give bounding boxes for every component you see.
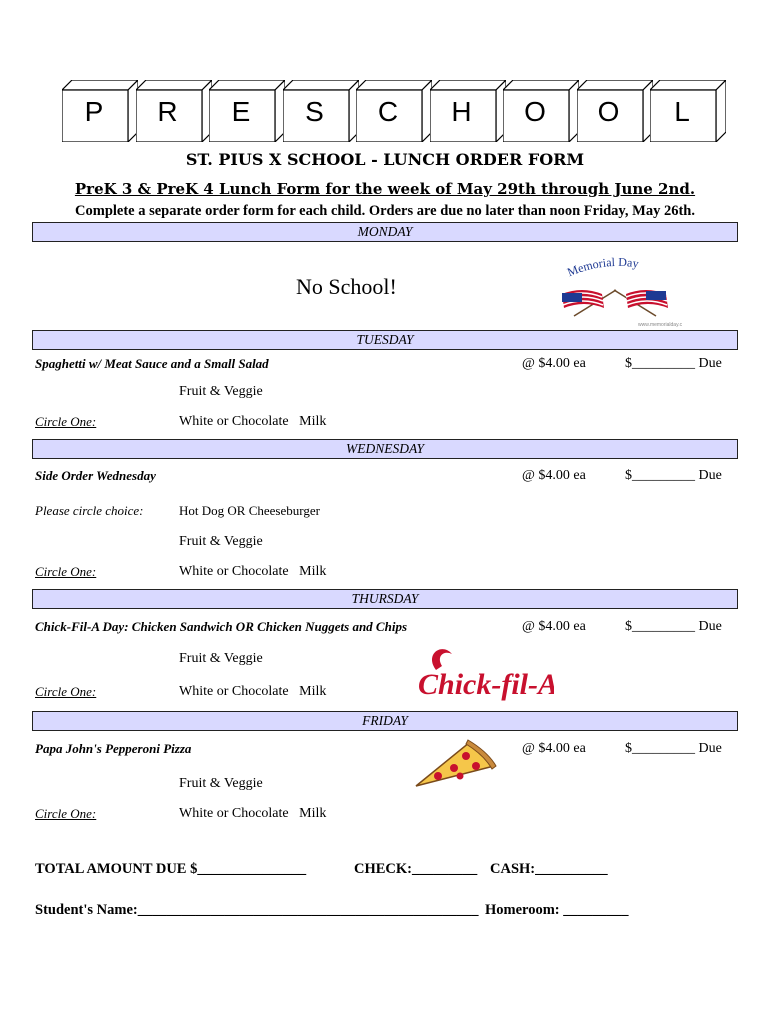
wednesday-price: @ $4.00 ea [522,468,586,483]
thursday-band: THURSDAY [32,589,738,609]
no-school-message: No School! [296,274,397,299]
tuesday-circle-label: Circle One: [35,414,97,429]
memorial-day-caption: www.memorialday.c [638,322,682,328]
block-letter: R [157,96,178,127]
tuesday-price: @ $4.00 ea [522,356,586,371]
tuesday-side: Fruit & Veggie [179,384,263,399]
wednesday-choice[interactable]: Hot Dog OR Cheeseburger [179,503,320,518]
block-letter: H [451,96,472,127]
total-amount-field[interactable]: TOTAL AMOUNT DUE $_______________ [35,861,307,877]
form-subtitle: PreK 3 & PreK 4 Lunch Form for the week of May 29th through June 2nd. [74,180,696,198]
thursday-item: Chick-Fil-A Day: Chicken Sandwich OR Chicken Nuggets and Chips [35,619,408,634]
letter-block [62,80,138,142]
block-letter: L [674,96,690,127]
tuesday-band: TUESDAY [32,330,738,350]
tuesday-milk-choice[interactable]: White or Chocolate Milk [179,414,327,429]
wednesday-milk-choice[interactable]: White or Chocolate Milk [179,564,327,579]
letter-block [503,80,579,142]
tuesday-item: Spaghetti w/ Meat Sauce and a Small Salad [35,356,269,371]
tuesday-due-field[interactable]: $_________ Due [625,356,722,371]
memorial-day-text: Memorial Day [565,256,640,280]
letter-block [356,80,432,142]
friday-milk-choice[interactable]: White or Chocolate Milk [179,806,327,821]
form-title: ST. PIUS X SCHOOL - LUNCH ORDER FORM [185,150,585,169]
wednesday-circle-label: Circle One: [35,564,97,579]
letter-block [430,80,506,142]
letter-block [209,80,285,142]
thursday-circle-label: Circle One: [35,684,97,699]
homeroom-field[interactable]: Homeroom: _________ [485,902,629,918]
student-name-field[interactable]: Student's Name:_______________________________________________ [35,902,479,918]
pizza-slice-icon [408,736,498,792]
wednesday-side: Fruit & Veggie [179,534,263,549]
memorial-day-graphic [552,256,682,330]
thursday-side: Fruit & Veggie [179,651,263,666]
thursday-milk-choice[interactable]: White or Chocolate Milk [179,684,327,699]
letter-block [650,80,726,142]
block-letter: O [597,96,620,127]
block-letter: S [305,96,324,127]
friday-item: Papa John's Pepperoni Pizza [35,741,192,756]
preschool-blocks [62,80,722,142]
friday-due-field[interactable]: $_________ Due [625,741,722,756]
block-letter: C [377,96,399,127]
friday-circle-label: Circle One: [35,806,97,821]
friday-side: Fruit & Veggie [179,776,263,791]
flag-left-icon [562,290,616,316]
monday-band: MONDAY [32,222,738,242]
form-instructions: Complete a separate order form for each child. Orders are due no later than noon Friday, May 26th. [75,203,695,219]
chick-fil-a-logo [414,640,554,706]
letter-block [283,80,359,142]
wednesday-item: Side Order Wednesday [35,468,156,483]
chick-fil-a-logo-text: Chick-fil-A [418,668,554,701]
flag-right-icon [614,290,668,316]
check-field[interactable]: CHECK:_________ [354,861,478,877]
wednesday-choice-label: Please circle choice: [35,503,144,518]
friday-band: FRIDAY [32,711,738,731]
cash-field[interactable]: CASH:__________ [490,861,608,877]
wednesday-due-field[interactable]: $_________ Due [625,468,722,483]
wednesday-band: WEDNESDAY [32,439,738,459]
block-letter: E [231,96,251,127]
block-letter: O [524,96,546,127]
chicken-head-icon [432,649,452,670]
thursday-due-field[interactable]: $_________ Due [625,619,722,634]
thursday-price: @ $4.00 ea [522,619,586,634]
friday-price: @ $4.00 ea [522,741,586,756]
letter-block [577,80,653,142]
block-letter: P [84,96,104,127]
letter-block [136,80,212,142]
